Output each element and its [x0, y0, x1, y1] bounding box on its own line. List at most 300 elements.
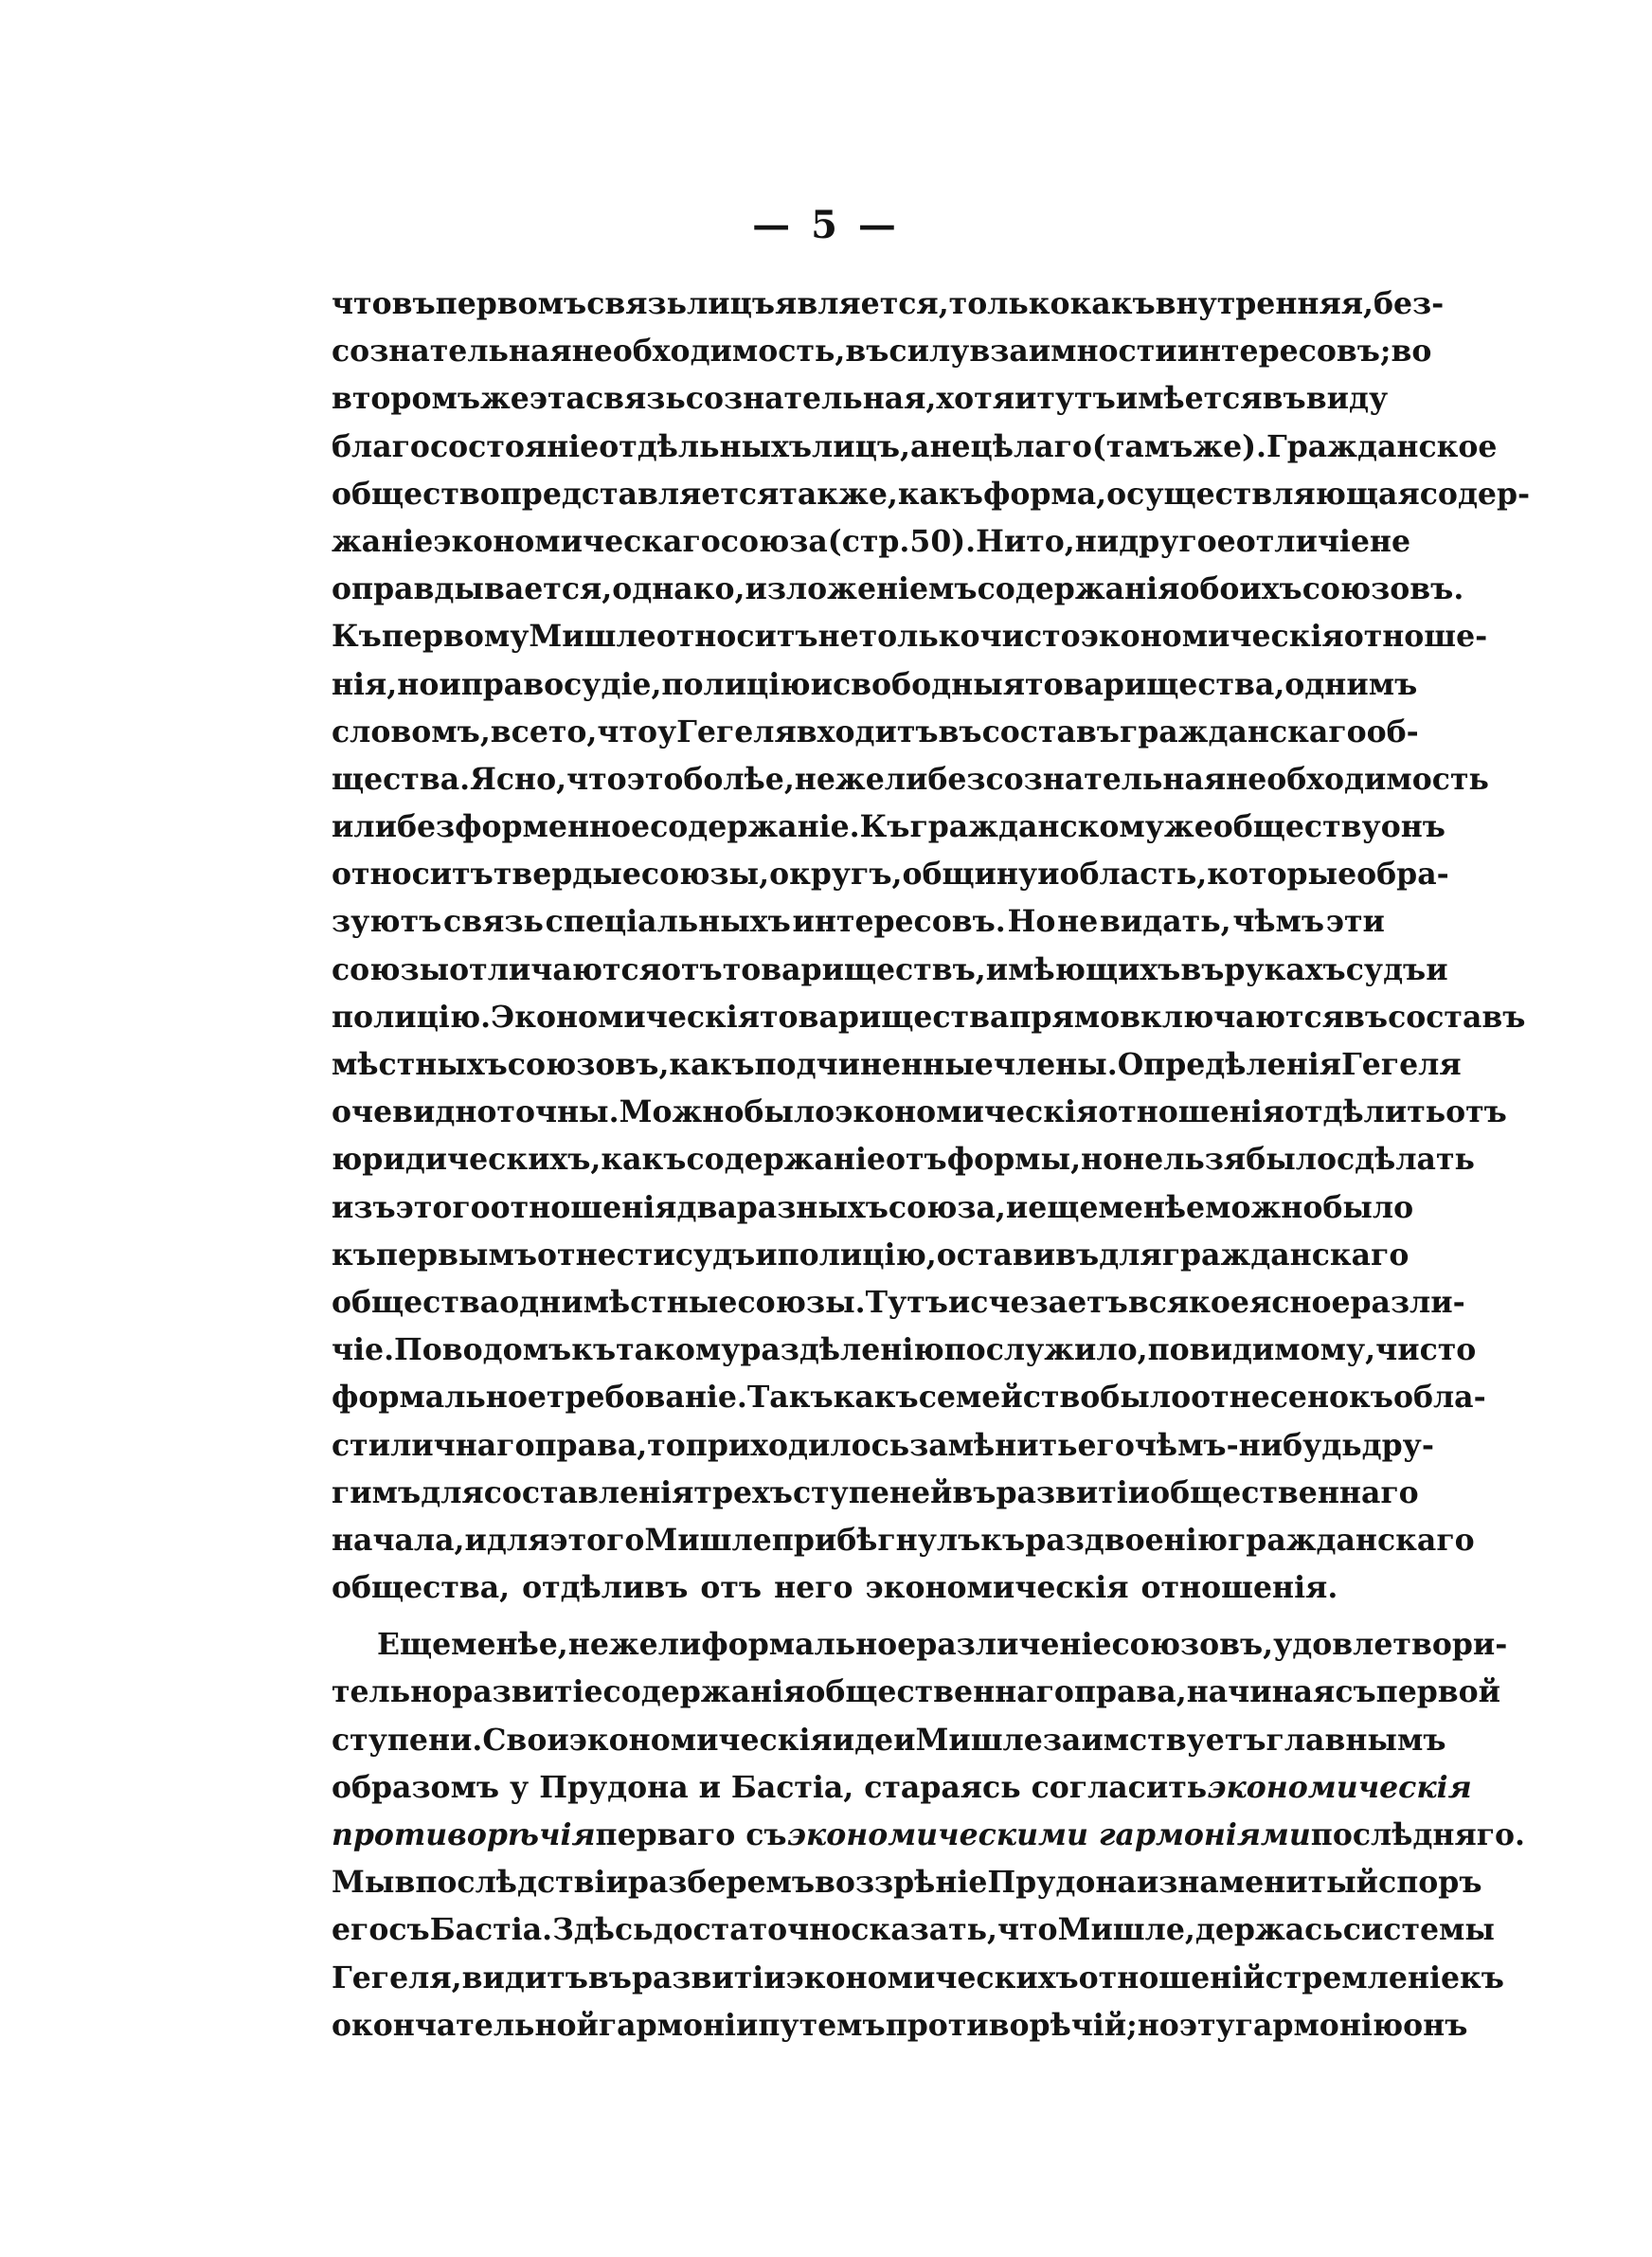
word: лицъ: [687, 286, 776, 321]
word: ясное: [1248, 1284, 1351, 1320]
word: какъ: [833, 1380, 919, 1416]
word: нежели: [567, 1627, 702, 1663]
word: отъ: [1446, 1094, 1507, 1130]
word: ступеней: [792, 1474, 953, 1510]
word: полицію.: [332, 999, 492, 1035]
word: форма,: [982, 476, 1107, 512]
word: составъ: [1388, 999, 1526, 1035]
word: въ: [845, 334, 889, 370]
word: это: [626, 761, 684, 797]
word: Бастіа.: [429, 1912, 553, 1948]
word: экономическихъ: [785, 1959, 1079, 1995]
word: экономическія: [1080, 619, 1344, 655]
paragraph-2: [332, 1621, 1526, 2049]
word: дру-: [1361, 1427, 1434, 1463]
word: отношеній: [1078, 1959, 1266, 1995]
word: округъ,: [769, 857, 903, 893]
word: начиная: [1186, 1674, 1336, 1710]
paragraph-1: [332, 280, 1531, 1612]
text-line: [332, 1517, 1475, 1564]
word: область,: [1059, 857, 1208, 893]
word: общества,: [332, 1570, 511, 1606]
word: различеніе: [916, 1627, 1112, 1663]
word: послужило,: [943, 1332, 1148, 1368]
word: для: [486, 1522, 550, 1558]
word: требованіе.: [546, 1380, 747, 1416]
word: этого: [549, 1522, 645, 1558]
word: права,: [534, 1427, 648, 1463]
text-line: [332, 1089, 1507, 1136]
text-line: [332, 2002, 1468, 2049]
text-line: [332, 1327, 1477, 1374]
word: чіе.: [332, 1332, 395, 1368]
word: раздѣленію: [740, 1332, 944, 1368]
word: его: [1077, 1427, 1135, 1463]
word: подчиненные: [754, 1047, 994, 1082]
text-line: [332, 1470, 1419, 1517]
word: разли-: [1350, 1284, 1465, 1320]
word: также,: [779, 476, 898, 512]
text-line: [332, 1955, 1504, 2002]
word: сти: [332, 1427, 391, 1463]
word: полицію: [661, 666, 811, 702]
word: общества: [332, 1284, 500, 1320]
word: составъ: [981, 713, 1120, 749]
word: и: [1005, 1189, 1029, 1225]
word: является,: [775, 286, 949, 321]
word: онъ: [1380, 809, 1446, 845]
word: къ: [1460, 1959, 1504, 1995]
word: союза: [720, 523, 828, 559]
word: сказать,: [851, 1912, 997, 1948]
word: у: [657, 713, 677, 749]
word: товарищества: [760, 999, 1010, 1035]
word: но: [1081, 1142, 1123, 1178]
word: союза,: [888, 1189, 1006, 1225]
word: 50).: [909, 523, 977, 559]
text-line: [332, 947, 1448, 994]
word: Мишле,: [1057, 1912, 1195, 1948]
word: ни: [1074, 523, 1120, 559]
word: которые: [1207, 857, 1357, 893]
word: товарищества,: [1024, 666, 1285, 702]
word: сдѣлать: [1337, 1142, 1475, 1178]
word: гармоніи: [598, 2007, 759, 2043]
word: разныхъ: [736, 1189, 889, 1225]
word: отъ: [700, 1570, 763, 1606]
plain-text: образомъ у Прудона и Бастіа, стараясь согласить: [332, 1769, 1208, 1805]
emphasized-term: противорѣчія: [332, 1817, 596, 1852]
word: Гегеля: [1340, 1047, 1462, 1082]
word: точны.: [496, 1094, 620, 1130]
paragraph-gap: [332, 1612, 1385, 1621]
word: экономическія: [865, 1570, 1129, 1606]
word: него: [774, 1570, 853, 1606]
text-line: [332, 1374, 1486, 1421]
text-line: [332, 1184, 1414, 1232]
word: отъ: [661, 951, 723, 987]
word: и: [1426, 951, 1448, 987]
word: сознательная: [332, 334, 572, 370]
word: обра-: [1356, 857, 1449, 893]
word: два: [676, 1189, 737, 1225]
word: щества.: [332, 761, 471, 797]
word: то: [647, 1427, 686, 1463]
word: первымъ: [375, 1237, 538, 1273]
word: болѣе,: [683, 761, 795, 797]
word: полицію,: [777, 1237, 937, 1273]
word: включаются: [1120, 999, 1344, 1035]
word: оставивъ: [936, 1237, 1100, 1273]
word: сознательная,: [685, 381, 937, 417]
word: но: [397, 666, 440, 702]
word: гимъ: [332, 1474, 422, 1510]
word: или: [332, 809, 397, 845]
text-line: [332, 1621, 1508, 1669]
word: безформенное: [396, 809, 651, 845]
word: союзовъ,: [1111, 1627, 1274, 1663]
word: содержанія: [602, 1674, 806, 1710]
word: его: [332, 1912, 389, 1948]
word: отличіе: [1235, 523, 1370, 559]
text-line: [332, 424, 1498, 471]
word: менѣе: [1098, 1189, 1206, 1225]
word: раздвоенію: [1025, 1522, 1228, 1558]
word: было: [744, 1094, 835, 1130]
body-text: [332, 280, 1531, 2049]
word: съ: [1335, 1674, 1376, 1710]
text-line: [332, 1232, 1410, 1279]
word: союзы,: [640, 857, 770, 893]
word: не: [817, 619, 859, 655]
word: Но: [1007, 904, 1056, 940]
word: всякое: [1127, 1284, 1249, 1320]
text-line: [332, 851, 1449, 898]
word: Свои: [482, 1722, 569, 1758]
word: видитъ: [461, 1959, 588, 1995]
word: что: [997, 1912, 1058, 1948]
word: судъ: [674, 1237, 756, 1273]
page-number: — 5 —: [752, 203, 900, 247]
word: Гражданское: [1266, 428, 1498, 464]
text-line: [332, 1906, 1495, 1954]
word: общину: [902, 857, 1038, 893]
text-line: [332, 1041, 1462, 1089]
word: для: [421, 1474, 484, 1510]
word: составленія: [483, 1474, 694, 1510]
word: съ: [388, 1912, 430, 1948]
word: удовлетвори-: [1273, 1627, 1508, 1663]
word: нія,: [332, 666, 398, 702]
word: окончательной: [332, 2007, 599, 2043]
word: развитіи: [996, 1474, 1151, 1510]
word: Такъ: [746, 1380, 834, 1416]
word: какъ: [669, 1047, 755, 1082]
word: отдѣльныхъ: [599, 428, 813, 464]
word: тельно: [332, 1674, 453, 1710]
word: нежели: [794, 761, 928, 797]
word: чисто: [1375, 1332, 1477, 1368]
word: взаимности: [969, 334, 1177, 370]
text-line: [332, 898, 1385, 946]
word: идеи: [832, 1722, 916, 1758]
word: словомъ,: [332, 713, 491, 749]
word: во: [1391, 334, 1432, 370]
word: еще: [1028, 1189, 1099, 1225]
word: держась: [1194, 1912, 1343, 1948]
text-line: [332, 1279, 1465, 1327]
word: экономическія: [835, 1094, 1099, 1130]
word: судъ: [1345, 951, 1427, 987]
word: отношенія.: [1140, 1570, 1338, 1606]
word: необходимость: [1226, 761, 1489, 797]
word: Здѣсь: [552, 1912, 654, 1948]
word: отнесено: [1191, 1380, 1350, 1416]
word: оправдывается,: [332, 571, 613, 607]
word: правосудіе,: [460, 666, 662, 702]
text-line: [332, 709, 1419, 756]
word: (тамъ: [1091, 428, 1194, 464]
word: прибѣгнулъ: [771, 1522, 981, 1558]
word: развитіи: [631, 1959, 786, 1995]
word: отнести: [537, 1237, 675, 1273]
word: общественнаго: [805, 1674, 1074, 1710]
word: обоихъ: [1179, 571, 1302, 607]
word: къ: [571, 1332, 617, 1368]
word: и: [1037, 857, 1060, 893]
word: было: [1322, 1189, 1414, 1225]
word: и: [464, 1522, 487, 1558]
word: содержаніе.: [650, 809, 860, 845]
word: первомъ: [435, 286, 587, 321]
word: связь: [586, 286, 688, 321]
word: въ: [587, 1959, 632, 1995]
word: относитъ: [655, 619, 818, 655]
word: твердые: [493, 857, 641, 893]
word: приходилось: [685, 1427, 910, 1463]
word: первой: [1375, 1674, 1501, 1710]
word: видать,: [1100, 904, 1231, 940]
word: спеціальныхъ: [545, 904, 791, 940]
word: что: [566, 761, 627, 797]
word: экономическія: [568, 1722, 833, 1758]
word: все: [490, 713, 548, 749]
text-line: [332, 566, 1464, 613]
emphasized-term: экономическія: [1207, 1769, 1472, 1805]
word: же: [1163, 809, 1213, 845]
word: повидимому,: [1147, 1332, 1376, 1368]
emphasized-term: экономическими гармоніями: [786, 1817, 1311, 1852]
word: воззрѣніе: [815, 1865, 988, 1901]
word: знаменитый: [1158, 1865, 1379, 1901]
word: въ: [1262, 381, 1306, 417]
word: не: [1057, 904, 1099, 940]
word: (стр.: [827, 523, 910, 559]
word: эту: [1178, 2007, 1235, 2043]
text-line: [332, 471, 1531, 518]
word: общество: [332, 476, 500, 512]
word: впослѣдствіи: [394, 1865, 628, 1901]
word: Къ: [332, 619, 382, 655]
word: замѣнить: [909, 1427, 1078, 1463]
text-line-with-emphasis: [332, 1812, 1526, 1859]
word: виду: [1305, 381, 1389, 417]
word: этого: [395, 1189, 491, 1225]
word: мѣстныхъ: [332, 1047, 508, 1082]
text-line-with-emphasis: [332, 1764, 1472, 1812]
word: без-: [1373, 286, 1445, 321]
word: личнаго: [390, 1427, 535, 1463]
word: содер-: [1419, 476, 1531, 512]
word: Мишле: [529, 619, 656, 655]
word: союзовъ.: [1302, 571, 1464, 607]
word: эта: [529, 381, 585, 417]
word: имѣется: [1115, 381, 1263, 417]
text-line: [332, 375, 1389, 423]
word: изложеніемъ: [745, 571, 978, 607]
word: мѣстные: [583, 1284, 738, 1320]
word: отноше-: [1343, 619, 1488, 655]
word: Мишле: [644, 1522, 772, 1558]
word: заимствуетъ: [1042, 1722, 1266, 1758]
word: отдѣлить: [1284, 1094, 1446, 1130]
word: связь: [443, 904, 544, 940]
word: только: [948, 286, 1070, 321]
word: жаніе: [332, 523, 434, 559]
word: связь: [584, 381, 686, 417]
word: къ: [332, 1237, 376, 1273]
word: союзовъ,: [507, 1047, 670, 1082]
word: исчезаетъ: [947, 1284, 1128, 1320]
word: внутренняя,: [1155, 286, 1374, 321]
plain-text: послѣдняго.: [1310, 1817, 1526, 1852]
word: системы: [1342, 1912, 1495, 1948]
word: формальное: [701, 1627, 917, 1663]
word: что: [597, 713, 657, 749]
text-line: [332, 613, 1488, 660]
word: и: [1136, 1865, 1159, 1901]
word: не: [929, 428, 971, 464]
word: гражданскому: [909, 809, 1164, 845]
word: интересовъ;: [1176, 334, 1392, 370]
word: цѣлаго: [970, 428, 1092, 464]
word: въ: [1180, 951, 1225, 987]
word: но: [1137, 2007, 1179, 2043]
word: къ: [1349, 1380, 1393, 1416]
text-line: [332, 1564, 1385, 1612]
text-line: [332, 328, 1432, 375]
word: и: [1015, 381, 1037, 417]
word: прямо: [1009, 999, 1121, 1035]
word: семейство: [918, 1380, 1101, 1416]
word: юридическихъ,: [332, 1142, 602, 1178]
word: трехъ: [693, 1474, 793, 1510]
word: стремленіе: [1265, 1959, 1460, 1995]
word: Ясно,: [470, 761, 567, 797]
word: обла-: [1392, 1380, 1486, 1416]
word: хотя: [936, 381, 1015, 417]
word: начала,: [332, 1522, 465, 1558]
word: однимъ: [1284, 666, 1418, 702]
word: формы,: [946, 1142, 1082, 1178]
word: было: [1100, 1380, 1192, 1416]
word: то,: [1026, 523, 1075, 559]
text-line: [332, 518, 1411, 566]
word: отдѣливъ: [522, 1570, 689, 1606]
word: товариществъ,: [722, 951, 986, 987]
word: въ: [391, 286, 436, 321]
word: достаточно: [653, 1912, 852, 1948]
word: не: [1369, 523, 1411, 559]
word: очевидно: [332, 1094, 497, 1130]
word: въ: [952, 1474, 997, 1510]
word: союзы: [332, 951, 450, 987]
word: входитъ: [796, 713, 939, 749]
word: Поводомъ: [394, 1332, 572, 1368]
text-line: [332, 994, 1526, 1041]
word: въ: [938, 713, 982, 749]
word: Экономическія: [491, 999, 761, 1035]
word: гражданскаго: [1161, 1237, 1410, 1273]
word: Тутъ: [865, 1284, 948, 1320]
word: безсознательная: [927, 761, 1227, 797]
word: менѣе,: [451, 1627, 568, 1663]
word: союзы.: [737, 1284, 866, 1320]
word: въ: [1344, 999, 1389, 1035]
word: что: [332, 286, 392, 321]
word: ступени.: [332, 1722, 483, 1758]
word: можно: [1205, 1189, 1323, 1225]
word: необходимость,: [571, 334, 846, 370]
word: чисто: [979, 619, 1081, 655]
text-line: [332, 1136, 1475, 1183]
word: чѣмъ: [1232, 904, 1325, 940]
word: отношенія: [490, 1189, 677, 1225]
word: однако,: [612, 571, 745, 607]
word: разберемъ: [627, 1865, 816, 1901]
word: и: [755, 1237, 778, 1273]
word: отличаются: [449, 951, 662, 987]
word: имѣющихъ: [985, 951, 1181, 987]
word: права,: [1073, 1674, 1187, 1710]
word: зуютъ: [332, 904, 442, 940]
word: содержаніе: [686, 1142, 886, 1178]
word: свободныя: [832, 666, 1025, 702]
text-line: [332, 1859, 1482, 1906]
word: Можно: [619, 1094, 745, 1130]
word: только: [858, 619, 980, 655]
text-line: [332, 1717, 1446, 1764]
word: такому: [616, 1332, 741, 1368]
word: Прудона: [987, 1865, 1137, 1901]
word: обществу: [1212, 809, 1381, 845]
word: отношенія: [1098, 1094, 1284, 1130]
word: относитъ: [332, 857, 494, 893]
word: осуществляющая: [1106, 476, 1420, 512]
word: эти: [1325, 904, 1385, 940]
word: гражданскаго: [1227, 1522, 1475, 1558]
word: благосостояніе: [332, 428, 600, 464]
word: второмъ: [332, 381, 480, 417]
text-line: [332, 803, 1446, 851]
word: Опредѣленія: [1117, 1047, 1341, 1082]
plain-text: перваго съ: [595, 1817, 787, 1852]
word: какъ: [897, 476, 983, 512]
word: содержанія: [977, 571, 1180, 607]
word: общественнаго: [1150, 1474, 1419, 1510]
word: онъ: [1403, 2007, 1468, 2043]
word: развитіе: [452, 1674, 603, 1710]
